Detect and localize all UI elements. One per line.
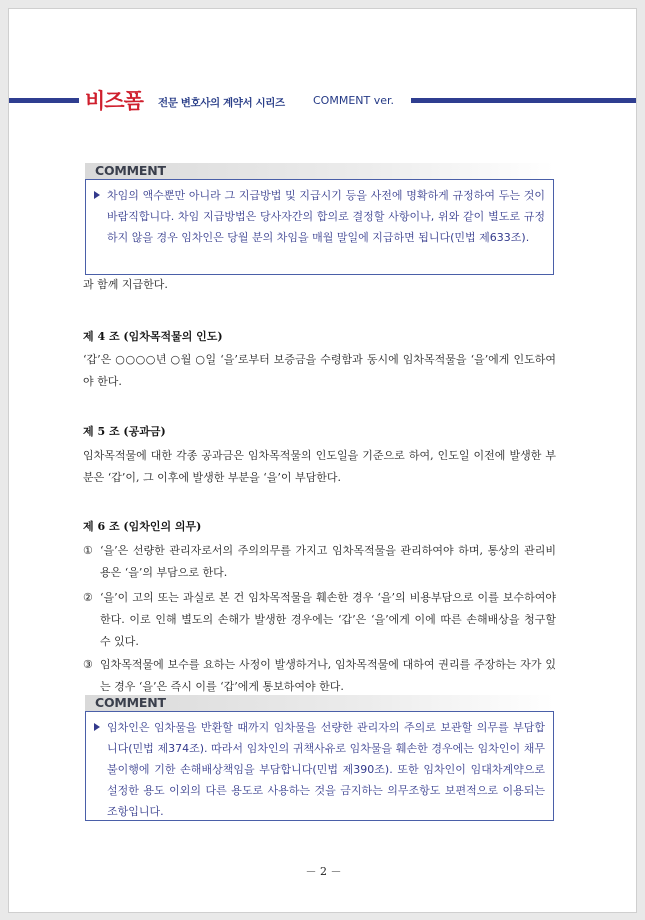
article-5-heading: 제 5 조 (공과금): [83, 425, 166, 438]
article-4-heading: 제 4 조 (임차목적물의 인도): [83, 330, 223, 343]
item-text: 임차목적물에 보수를 요하는 사정이 발생하거나, 임차목적물에 대하여 권리를 주장하는 자가 있는 경우 ‘을’은 즉시 이를 ‘갑’에게 통보하여야 한다.: [100, 658, 556, 693]
header-rule-right: [411, 98, 636, 103]
article-4-text: ‘갑’은 ○○○○년 ○월 ○일 ‘을’로부터 보증금을 수령함과 동시에 임차목적물을 ‘을’에게 인도하여야 한다.: [83, 353, 556, 388]
article-6-heading: 제 6 조 (임차인의 의무): [83, 520, 202, 533]
item-number: ②: [83, 591, 93, 604]
comment-body: [85, 179, 554, 275]
comment-label: COMMENT: [95, 695, 166, 710]
series-version: COMMENT ver.: [313, 94, 395, 107]
page-header: [9, 83, 638, 115]
comment-box-tenant-duty: [85, 695, 554, 821]
comment-box-rent-payment: [85, 163, 554, 275]
comment-body: [85, 711, 554, 821]
brand-logo-text: 비즈폼: [85, 89, 143, 113]
item-text: ‘을’이 고의 또는 과실로 본 건 임차목적물을 훼손한 경우 ‘을’의 비용부담으로 이를 보수하여야 한다. 이로 인해 별도의 손해가 발생한 경우에는 ‘갑’은 ‘을’에게 이에 따른 손해배상을 청구할 수 있다.: [100, 591, 556, 648]
page-number: － 2 －: [305, 865, 342, 878]
series-title: 전문 변호사의 계약서 시리즈: [158, 97, 285, 109]
item-text: ‘을’은 선량한 관리자로서의 주의의무를 가지고 임차목적물을 관리하여야 하며, 통상의 관리비용은 ‘을’의 부담으로 한다.: [100, 544, 556, 579]
item-number: ①: [83, 544, 93, 557]
header-rule-left: [9, 98, 79, 103]
continuation-text: 과 함께 지급한다.: [83, 278, 168, 291]
comment-label: COMMENT: [95, 163, 166, 178]
item-number: ③: [83, 658, 93, 671]
triangle-bullet-icon: [94, 723, 100, 731]
document-page: [8, 8, 637, 913]
comment-text: 임차인은 임차물을 반환할 때까지 임차물을 선량한 관리자의 주의로 보관할 의무를 부담합니다(민법 제374조). 따라서 임차인의 귀책사유로 임차물을 훼손한 경우에는 임차인이 채무불이행에 기한 손해배상책임을 부담합니다(민법 제390조). 또한 임차인이 임대차계약으로 설정한 용도 이외의 다른 용도로 사용하는 것을 금지하는 의무조항도 보편적으로 이용되는 조항입니다.: [107, 721, 545, 818]
article-5-text: 임차목적물에 대한 각종 공과금은 임차목적물의 인도일을 기준으로 하여, 인도일 이전에 발생한 부분은 ‘갑’이, 그 이후에 발생한 부분을 ‘을’이 부담한다.: [83, 449, 556, 484]
triangle-bullet-icon: [94, 191, 100, 199]
comment-text: 차임의 액수뿐만 아니라 그 지급방법 및 지급시기 등을 사전에 명확하게 규정하여 두는 것이 바람직합니다. 차임 지급방법은 당사자간의 합의로 결정할 사항이나, 위와 같이 별도로 규정하지 않을 경우 임차인은 당월 분의 차임을 매월 말일에 지급하면 됩니다(민법 제633조).: [107, 189, 545, 244]
